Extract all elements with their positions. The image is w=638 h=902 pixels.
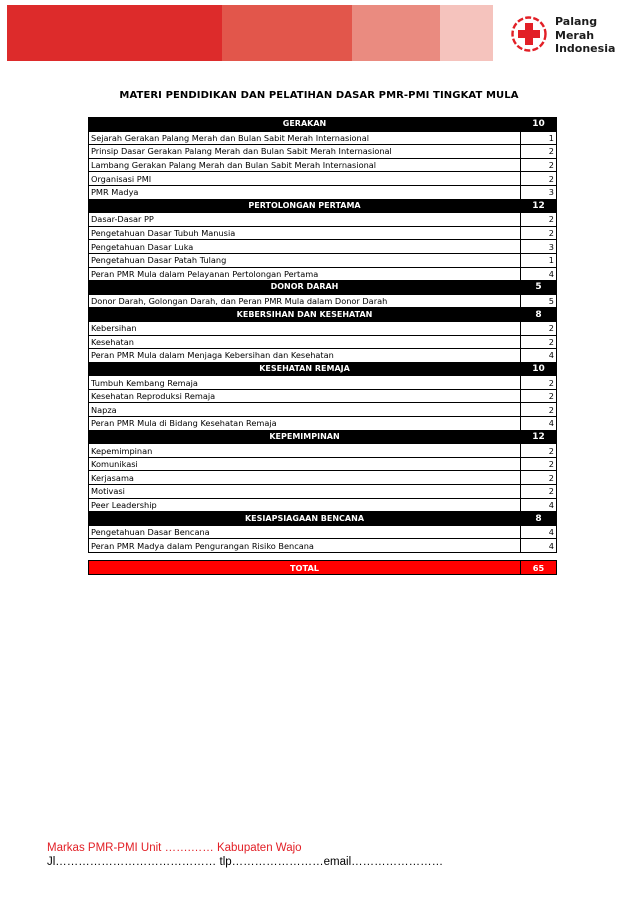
header-band-3 — [352, 5, 440, 61]
materi-name: Peran PMR Mula di Bidang Kesehatan Remaja — [89, 417, 521, 431]
materi-hours: 2 — [521, 158, 557, 172]
section-name: PERTOLONGAN PERTAMA — [89, 199, 521, 213]
section-total: 10 — [521, 362, 557, 376]
table-row — [89, 253, 557, 267]
materi-name: Motivasi — [89, 485, 521, 499]
table-row — [89, 145, 557, 159]
materi-hours: 4 — [521, 349, 557, 363]
materi-hours: 3 — [521, 185, 557, 199]
materi-hours: 2 — [521, 403, 557, 417]
materi-name: Kerjasama — [89, 471, 521, 485]
table-row — [89, 226, 557, 240]
header-color-bar — [7, 5, 493, 61]
total-value: 65 — [521, 561, 557, 575]
table-row — [89, 485, 557, 499]
materi-name: PMR Madya — [89, 185, 521, 199]
table-row — [89, 376, 557, 390]
table-row — [89, 389, 557, 403]
header-band-2 — [222, 5, 352, 61]
materi-name: Organisasi PMI — [89, 172, 521, 186]
table-row — [89, 294, 557, 308]
section-total: 8 — [521, 308, 557, 322]
section-total: 12 — [521, 199, 557, 213]
materi-hours: 4 — [521, 417, 557, 431]
materi-name: Pengetahuan Dasar Patah Tulang — [89, 253, 521, 267]
table-row — [89, 349, 557, 363]
section-header-row — [89, 199, 557, 213]
table-row — [89, 158, 557, 172]
materi-name: Peran PMR Mula dalam Pelayanan Pertolongan Pertama — [89, 267, 521, 281]
materi-hours: 4 — [521, 498, 557, 512]
materi-name: Napza — [89, 403, 521, 417]
section-name: KESEHATAN REMAJA — [89, 362, 521, 376]
section-name: DONOR DARAH — [89, 281, 521, 295]
logo-line-3: Indonesia — [555, 42, 616, 55]
table-row — [89, 321, 557, 335]
spacer-row — [89, 553, 557, 561]
section-total: 10 — [521, 118, 557, 132]
section-name: KEPEMIMPINAN — [89, 430, 521, 444]
table-row — [89, 172, 557, 186]
materi-hours: 2 — [521, 444, 557, 458]
materi-hours: 3 — [521, 240, 557, 254]
section-header-row — [89, 118, 557, 132]
materi-name: Peran PMR Mula dalam Menjaga Kebersihan dan Kesehatan — [89, 349, 521, 363]
section-header-row — [89, 281, 557, 295]
materi-hours: 2 — [521, 457, 557, 471]
materi-hours: 2 — [521, 471, 557, 485]
table-row — [89, 403, 557, 417]
total-row — [89, 561, 557, 575]
table-row — [89, 539, 557, 553]
materi-name: Pengetahuan Dasar Tubuh Manusia — [89, 226, 521, 240]
materi-name: Pengetahuan Dasar Bencana — [89, 525, 521, 539]
materi-hours: 4 — [521, 267, 557, 281]
section-total: 5 — [521, 281, 557, 295]
section-header-row — [89, 430, 557, 444]
materi-name: Kesehatan Reproduksi Remaja — [89, 389, 521, 403]
red-cross-emblem-icon — [510, 15, 548, 53]
total-label: TOTAL — [89, 561, 521, 575]
section-header-row — [89, 308, 557, 322]
header-band-1 — [7, 5, 222, 61]
section-name: KESIAPSIAGAAN BENCANA — [89, 512, 521, 526]
materi-hours: 1 — [521, 253, 557, 267]
materi-hours: 2 — [521, 485, 557, 499]
table-row — [89, 471, 557, 485]
table-row — [89, 267, 557, 281]
materi-name: Prinsip Dasar Gerakan Palang Merah dan Bulan Sabit Merah Internasional — [89, 145, 521, 159]
materi-name: Donor Darah, Golongan Darah, dan Peran PMR Mula dalam Donor Darah — [89, 294, 521, 308]
materi-hours: 4 — [521, 525, 557, 539]
materi-name: Dasar-Dasar PP — [89, 213, 521, 227]
materi-hours: 2 — [521, 335, 557, 349]
materi-table-body — [89, 118, 557, 575]
table-row — [89, 457, 557, 471]
materi-hours: 2 — [521, 213, 557, 227]
table-row — [89, 185, 557, 199]
section-total: 8 — [521, 512, 557, 526]
table-row — [89, 444, 557, 458]
table-row — [89, 498, 557, 512]
materi-hours: 2 — [521, 389, 557, 403]
table-row — [89, 240, 557, 254]
materi-hours: 2 — [521, 226, 557, 240]
materi-hours: 4 — [521, 539, 557, 553]
footer-contact-line: Jl…………………………………… tlp……………………email…………………… — [47, 856, 444, 868]
pmi-logo — [510, 15, 615, 56]
materi-name: Pengetahuan Dasar Luka — [89, 240, 521, 254]
materi-hours: 2 — [521, 376, 557, 390]
materi-hours: 1 — [521, 131, 557, 145]
table-row — [89, 335, 557, 349]
section-total: 12 — [521, 430, 557, 444]
logo-text — [555, 15, 615, 56]
table-row — [89, 131, 557, 145]
table-row — [89, 417, 557, 431]
materi-name: Tumbuh Kembang Remaja — [89, 376, 521, 390]
section-header-row — [89, 512, 557, 526]
materi-name: Lambang Gerakan Palang Merah dan Bulan Sabit Merah Internasional — [89, 158, 521, 172]
document-title: MATERI PENDIDIKAN DAN PELATIHAN DASAR PMR-PMI TINGKAT MULA — [119, 90, 519, 101]
materi-name: Peer Leadership — [89, 498, 521, 512]
materi-name: Kebersihan — [89, 321, 521, 335]
footer-address-unit: Markas PMR-PMI Unit …….…… Kabupaten Wajo — [47, 842, 302, 854]
materi-table — [88, 117, 557, 575]
materi-name: Komunikasi — [89, 457, 521, 471]
logo-line-2: Merah — [555, 28, 595, 42]
materi-hours: 2 — [521, 321, 557, 335]
materi-hours: 2 — [521, 172, 557, 186]
materi-hours: 2 — [521, 145, 557, 159]
header-band-4 — [440, 5, 493, 61]
materi-hours: 5 — [521, 294, 557, 308]
section-name: GERAKAN — [89, 118, 521, 132]
materi-name: Kesehatan — [89, 335, 521, 349]
table-row — [89, 525, 557, 539]
table-row — [89, 213, 557, 227]
spacer-cell — [89, 553, 557, 561]
section-header-row — [89, 362, 557, 376]
materi-name: Sejarah Gerakan Palang Merah dan Bulan Sabit Merah Internasional — [89, 131, 521, 145]
logo-line-1: Palang — [555, 15, 598, 28]
materi-name: Kepemimpinan — [89, 444, 521, 458]
section-name: KEBERSIHAN DAN KESEHATAN — [89, 308, 521, 322]
materi-name: Peran PMR Madya dalam Pengurangan Risiko Bencana — [89, 539, 521, 553]
